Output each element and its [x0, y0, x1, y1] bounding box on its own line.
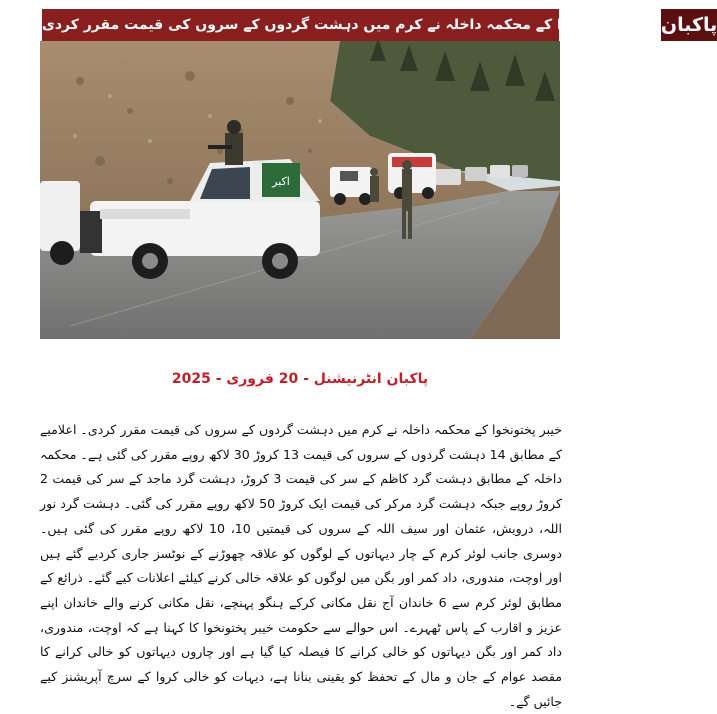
news-photo [40, 41, 560, 339]
headline-banner [42, 9, 717, 41]
headline-text: خیبر پختونخوا کے محکمہ داخلہ نے کرم میں دہشت گردوں کے سروں کی قیمت مقرر کردی [42, 17, 651, 33]
article-body: خیبر پختونخوا کے محکمہ داخلہ نے کرم میں دہشت گردوں کے سروں کی قیمت مقرر کردی۔ اعلامیے کے مطابق 14 دہشت گردوں کے سروں کی قیمت 13 کروڑ 30 لاکھ روپے مقرر کی گئی ہے۔ محکمہ داخلہ کے مطابق دہشت گرد کاظم کے سر کی قیمت 3 کروڑ، دہشت گرد ماجد کے سر کی قیمت 2 کروڑ روپے جبکہ دہشت گرد مرکر کی قیمت ایک کروڑ 50 لاکھ روپے مقرر کی گئی۔ دہشت گرد نور اللہ، درویش، عثمان اور سیف اللہ کے سروں کی قیمتیں 10، 10 لاکھ روپے مقرر کی گئی ہیں۔ دوسری جانب لوئر کرم کے چار دیہاتوں کے لوگوں کو علاقہ چھوڑنے کے نوٹسز جاری کردیے گئے ہیں اور اوچت، مندوری، داد کمر اور بگن میں لوگوں کو علاقہ خالی کرنے کیلئے اعلانات کیے گئے۔ ذرائع کے مطابق لوئر کرم سے 6 خاندان آج نقل مکانی کرکے ہنگو پہنچے، نقل مکانی کرنے والے خاندان اپنے عزیز و اقارب کے پاس ٹھہرے۔ اس حوالے سے حکومت خیبر پختونخوا کا کہنا ہے کہ اوچت، مندوری، داد کمر اور بگن دیہاتوں کو خالی کرانے کا فیصلہ کیا گیا ہے اور چاروں دیہاتوں کو خالی کرانے کا مقصد عوام کے جان و مال کے تحفظ کو یقینی بنانا ہے، دیہات کو خالی کروا کے سرچ آپریشنز کیے جائیں گے۔ [40, 422, 563, 709]
vehicle-sign: اکبر [272, 175, 290, 188]
road-convoy-illustration [40, 41, 560, 339]
dateline: پاکبان انٹرنیشنل - 20 فروری - 2025 [171, 371, 429, 387]
brand-logo: پاکبان [659, 9, 717, 41]
